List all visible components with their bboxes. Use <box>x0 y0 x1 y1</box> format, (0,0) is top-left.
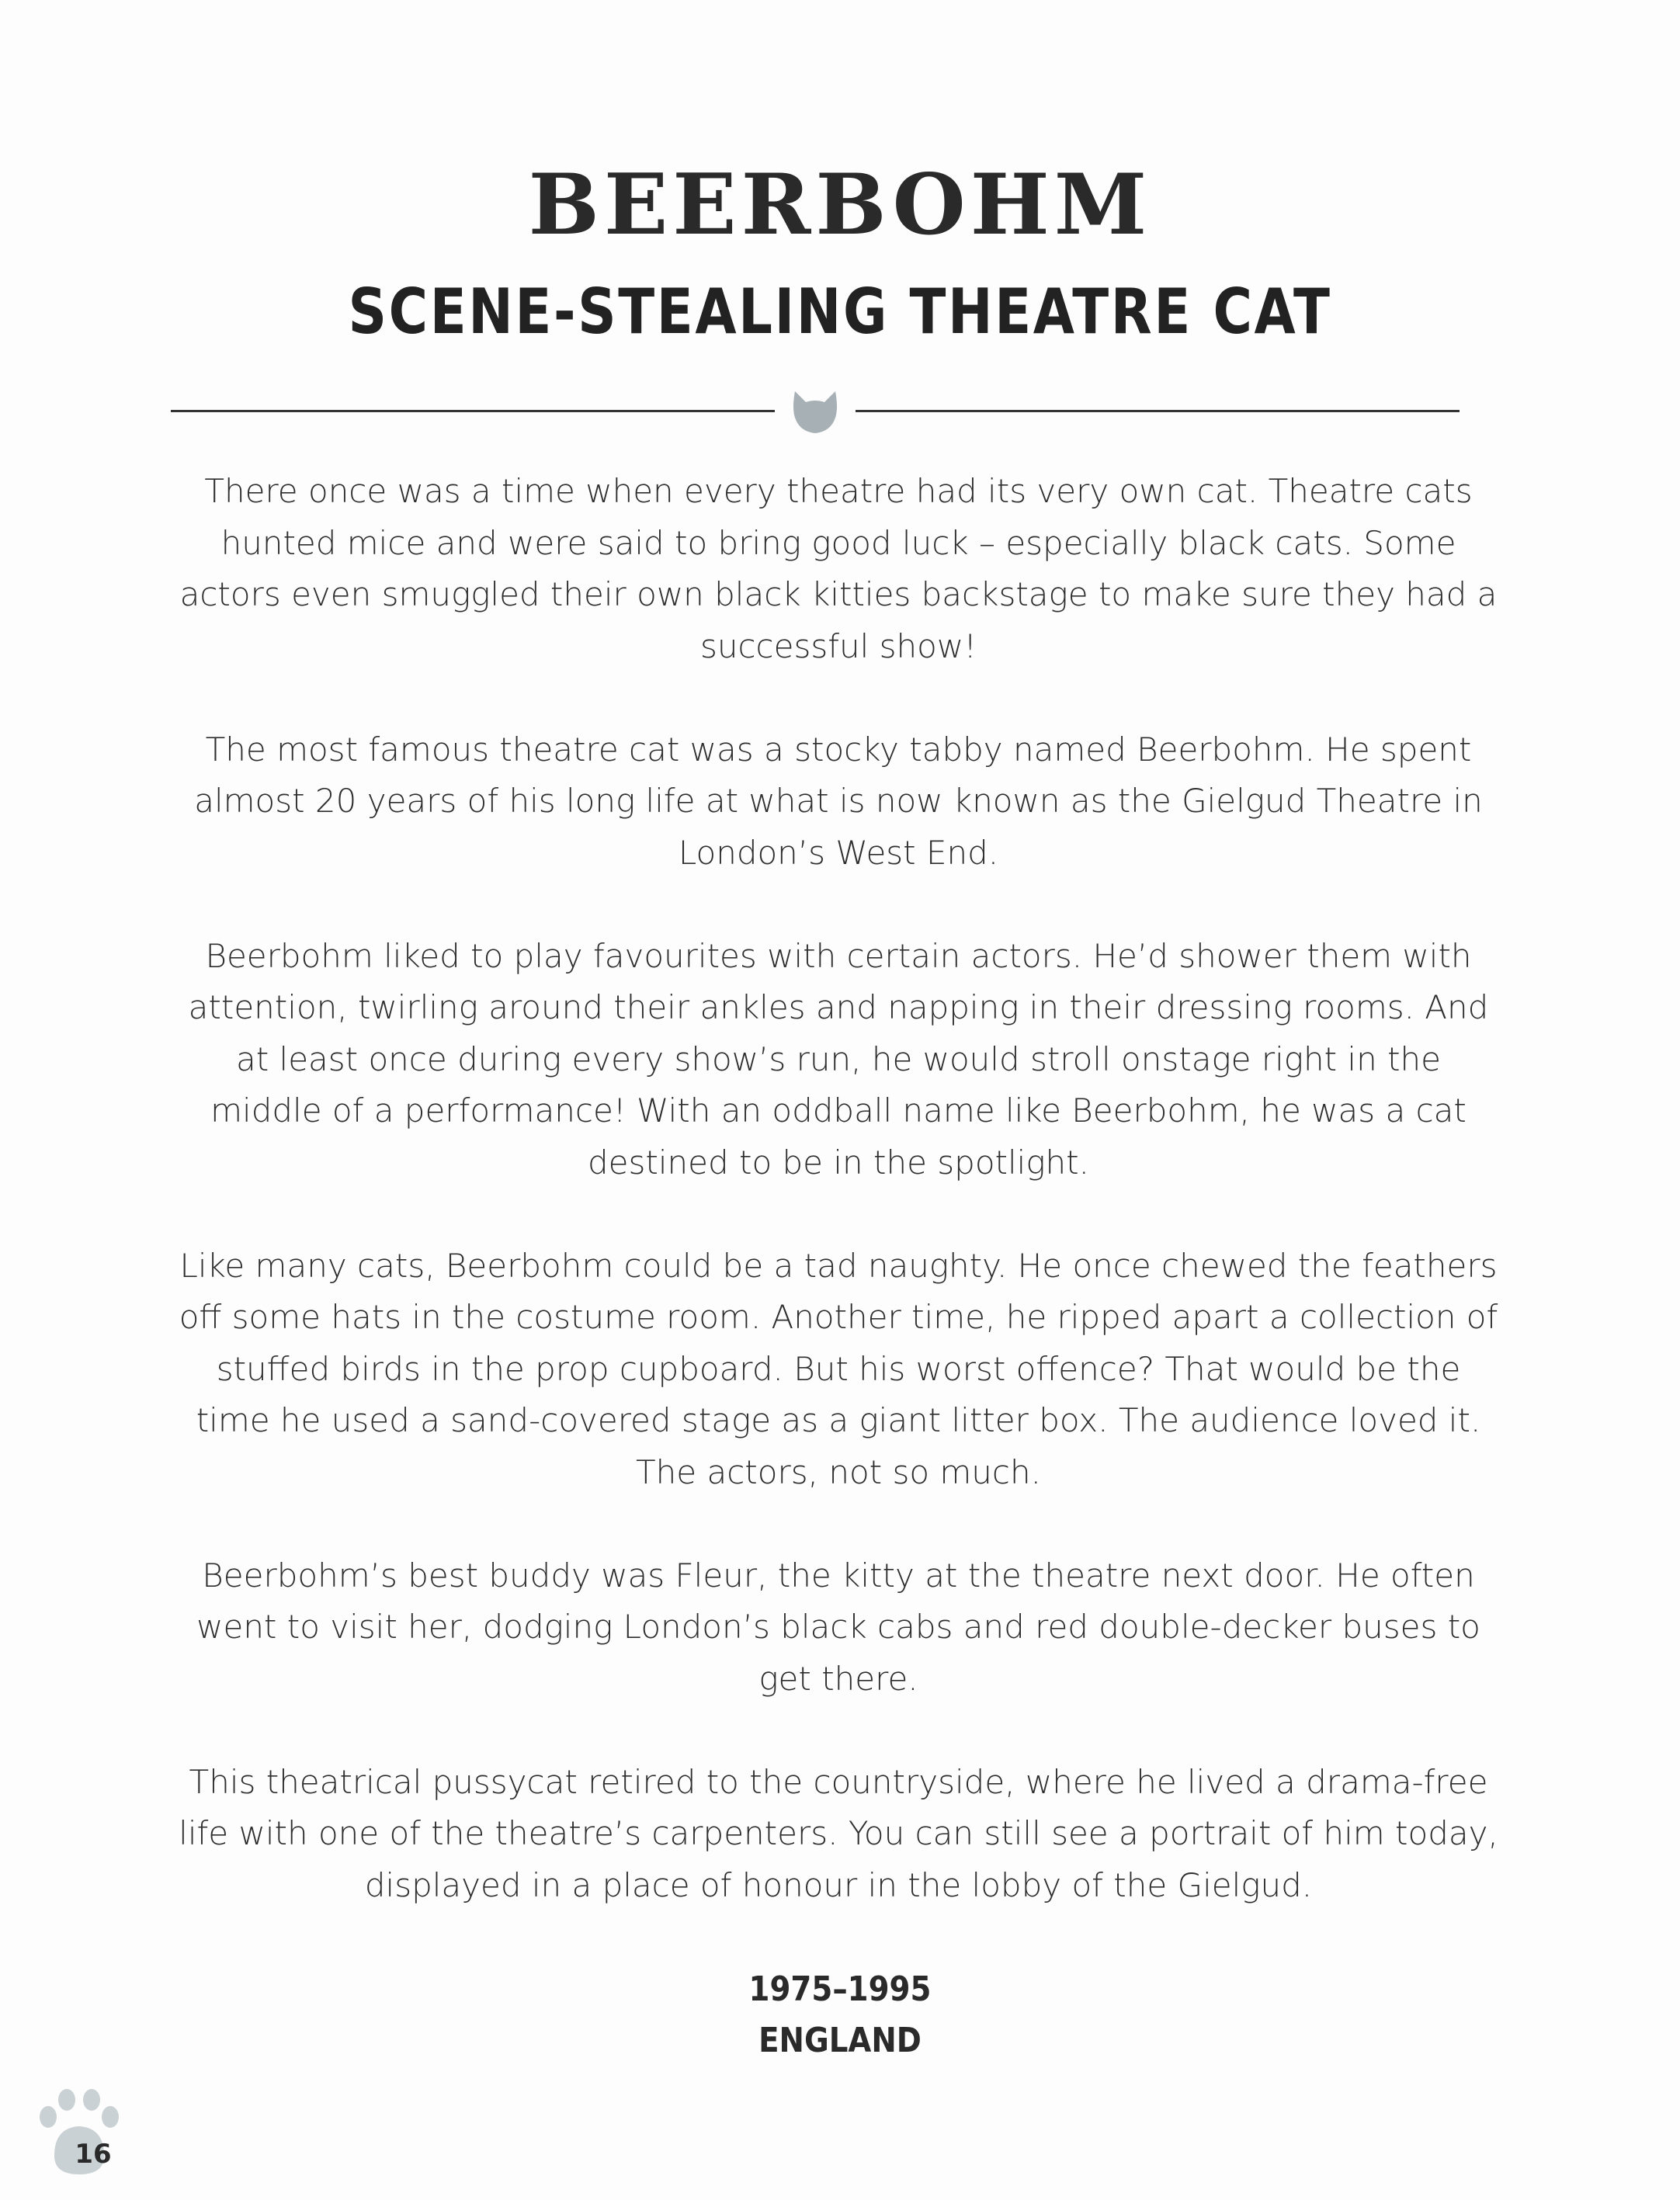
paragraph: Like many cats, Beerbohm could be a tad naughty. He once chewed the feathers off some hats in the costume room. Another time, he ripped apart a collection of stuffed birds in the prop cupboard. But his worst offence? That would be the time he used a sand-covered stage as a giant litter box. The audience loved it. The actors, not so much. <box>179 1246 1498 1491</box>
page-number: 16 <box>75 2139 112 2170</box>
divider-line-right <box>856 410 1460 412</box>
article-body <box>179 466 1498 1963</box>
paragraph: There once was a time when every theatre had its very own cat. Theatre cats hunted mice and were said to bring good luck – especially black cats. Some actors even smuggled their own black kitties backstage to make sure they had a successful show! <box>179 472 1498 665</box>
years-label: 1975–1995 <box>748 1969 932 2009</box>
title-divider <box>171 390 1460 436</box>
page-subtitle: SCENE-STEALING THEATRE CAT <box>348 276 1332 348</box>
page-title: BEERBOHM <box>528 156 1152 254</box>
paragraph: This theatrical pussycat retired to the countryside, where he lived a drama-free life with one of the theatre’s carpenters. You can still see a portrait of him today, displayed in a place of honour in the lobby of the Gielgud. <box>179 1762 1498 1904</box>
paragraph: The most famous theatre cat was a stocky tabby named Beerbohm. He spent almost 20 years of his long life at what is now known as the Gielgud Theatre in London’s West End. <box>194 730 1483 872</box>
paragraph: Beerbohm liked to play favourites with certain actors. He’d shower them with attention, twirling around their ankles and napping in their dressing rooms. And at least once during every show’s run, he would stroll onstage right in the middle of a performance! With an oddball name like Beerbohm, he was a cat destined to be in the spotlight. <box>188 936 1489 1182</box>
divider-line-left <box>171 410 775 412</box>
paragraph: Beerbohm’s best buddy was Fleur, the kitty at the theatre next door. He often went to visit her, dodging London’s black cabs and red double-decker buses to get there. <box>196 1556 1480 1698</box>
page-number-badge <box>31 2084 132 2177</box>
cat-face-icon <box>790 390 840 435</box>
country-label: ENGLAND <box>758 2021 922 2060</box>
cat-info <box>101 1964 1579 2066</box>
